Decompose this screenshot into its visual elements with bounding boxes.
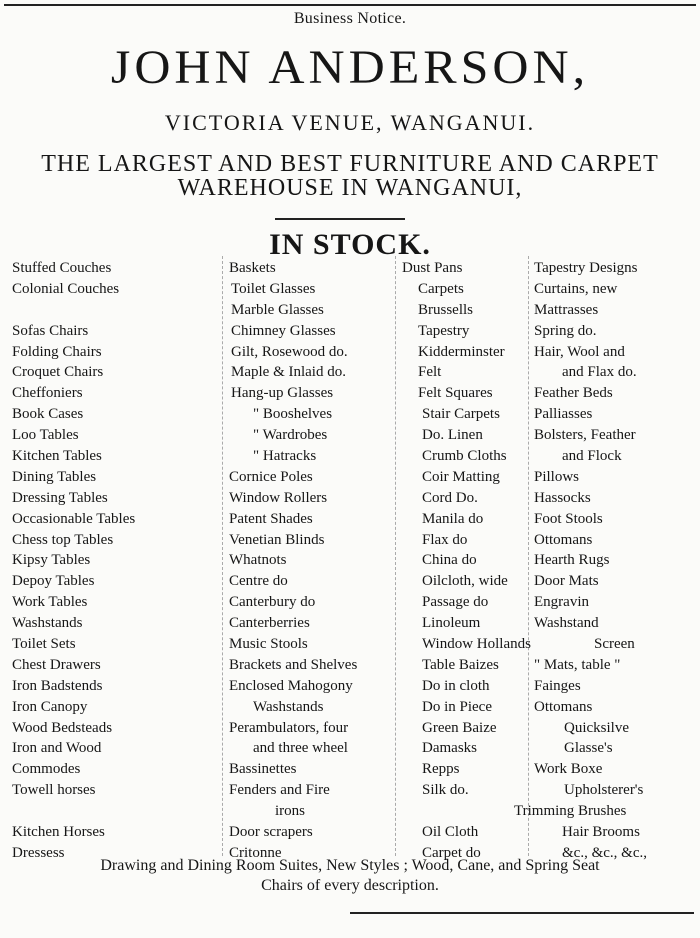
tagline-line-2: WAREHOUSE IN WANGANUI, bbox=[177, 175, 523, 201]
stock-item: Brackets and Shelves bbox=[229, 656, 358, 673]
stock-column-1 bbox=[12, 258, 135, 864]
stock-item: Palliasses bbox=[534, 406, 593, 423]
stock-item: Linoleum bbox=[422, 615, 481, 632]
stock-item: Whatnots bbox=[229, 552, 287, 569]
stock-item: Crumb Cloths bbox=[422, 448, 507, 465]
stock-item: Critonne bbox=[229, 844, 282, 861]
stock-item: Maple & Inlaid do. bbox=[231, 364, 346, 381]
stock-item: Patent Shades bbox=[229, 510, 313, 527]
stock-item: and Flock bbox=[562, 448, 622, 465]
stock-item: Spring do. bbox=[534, 322, 597, 339]
stock-item: Dressing Tables bbox=[12, 489, 108, 506]
stock-item: Trimming Brushes bbox=[514, 803, 627, 820]
bottom-rule bbox=[350, 912, 694, 914]
stock-item: Hair Brooms bbox=[562, 824, 640, 841]
stock-item: Tapestry Designs bbox=[534, 260, 638, 276]
stock-item: Marble Glasses bbox=[231, 301, 324, 318]
stock-item: Centre do bbox=[229, 573, 288, 590]
stock-item: Fenders and Fire bbox=[229, 782, 330, 799]
stock-item: Iron Canopy bbox=[12, 698, 88, 715]
stock-item: Commodes bbox=[12, 761, 81, 778]
stock-item: Music Stools bbox=[229, 636, 308, 653]
stock-item: Hassocks bbox=[534, 489, 591, 506]
stock-item: Chess top Tables bbox=[12, 531, 114, 548]
stock-item: Toilet Sets bbox=[12, 636, 76, 653]
column-divider bbox=[395, 256, 396, 856]
stock-item: Croquet Chairs bbox=[12, 364, 104, 381]
stock-column-2 bbox=[229, 258, 357, 864]
stock-item: Canterberries bbox=[229, 615, 310, 632]
stock-item: Stair Carpets bbox=[422, 406, 500, 423]
stock-item: &c., &c., &c., bbox=[562, 844, 647, 861]
stock-item: Colonial Couches bbox=[12, 280, 120, 297]
stock-item bbox=[12, 801, 135, 822]
stock-item: Occasionable Tables bbox=[12, 510, 136, 527]
stock-item: Kitchen Horses bbox=[12, 824, 105, 841]
stock-item: Iron Badstends bbox=[12, 677, 103, 694]
stock-item: Curtains, new bbox=[534, 280, 618, 297]
stock-item: Book Cases bbox=[12, 406, 84, 423]
stock-item: Felt Squares bbox=[418, 385, 493, 402]
stock-item: Flax do bbox=[422, 531, 468, 548]
stock-item: Washstands bbox=[253, 698, 324, 715]
divider-rule bbox=[275, 218, 405, 220]
stock-item: Perambulators, four bbox=[229, 719, 349, 736]
stock-item: Do in cloth bbox=[422, 677, 490, 694]
stock-item: " Wardrobes bbox=[253, 427, 328, 444]
stock-item: Work Boxe bbox=[534, 761, 603, 778]
tagline bbox=[0, 152, 700, 200]
stock-item bbox=[402, 801, 531, 822]
stock-item: Tapestry bbox=[418, 322, 470, 339]
stock-item: Hearth Rugs bbox=[534, 552, 610, 569]
stock-item: Enclosed Mahogony bbox=[229, 677, 353, 694]
stock-item: Silk do. bbox=[422, 782, 469, 799]
stock-item: Wood Bedsteads bbox=[12, 719, 113, 736]
stock-item: Canterbury do bbox=[229, 594, 316, 611]
stock-item: Cornice Poles bbox=[229, 468, 313, 485]
stock-item: Felt bbox=[418, 364, 442, 381]
stock-item: Folding Chairs bbox=[12, 343, 102, 360]
stock-item: irons bbox=[275, 803, 305, 820]
stock-item: Baskets bbox=[229, 260, 276, 276]
stock-item: Washstands bbox=[12, 615, 83, 632]
stock-item: Bolsters, Feather bbox=[534, 427, 636, 444]
stock-item: Do in Piece bbox=[422, 698, 492, 715]
stock-item: Window Rollers bbox=[229, 489, 328, 506]
stock-item: Fainges bbox=[534, 677, 581, 694]
stock-item: Kipsy Tables bbox=[12, 552, 91, 569]
stock-item: Do. Linen bbox=[422, 427, 483, 444]
stock-item: Pillows bbox=[534, 468, 580, 485]
stock-item: Washstand bbox=[534, 615, 599, 632]
stock-item: " Booshelves bbox=[253, 406, 333, 423]
tagline-line-1: THE LARGEST AND BEST FURNITURE AND CARPET bbox=[41, 151, 659, 177]
stock-item: Coir Matting bbox=[422, 468, 500, 485]
stock-item: Door scrapers bbox=[229, 824, 313, 841]
stock-item: Carpets bbox=[418, 280, 464, 297]
stock-item: Mattrasses bbox=[534, 301, 599, 318]
stock-item: Brussells bbox=[418, 301, 474, 318]
stock-item bbox=[12, 300, 135, 321]
stock-item: Chimney Glasses bbox=[231, 322, 336, 339]
stock-item: Sofas Chairs bbox=[12, 322, 89, 339]
stock-item: Iron and Wood bbox=[12, 740, 102, 757]
stock-item: Gilt, Rosewood do. bbox=[231, 343, 348, 360]
stock-item: Window Hollands bbox=[422, 636, 531, 653]
stock-item: Towell horses bbox=[12, 782, 96, 799]
stock-item: Ottomans bbox=[534, 698, 593, 715]
stock-item: Oilcloth, wide bbox=[422, 573, 508, 590]
stock-heading: IN STOCK. bbox=[269, 228, 431, 261]
stock-item: Engravin bbox=[534, 594, 589, 611]
stock-item: Kitchen Tables bbox=[12, 448, 102, 465]
stock-item: Hang-up Glasses bbox=[231, 385, 334, 402]
stock-item: Toilet Glasses bbox=[231, 280, 316, 297]
stock-item: Loo Tables bbox=[12, 427, 79, 444]
stock-item: Oil Cloth bbox=[422, 824, 479, 841]
stock-item: Bassinettes bbox=[229, 761, 297, 778]
stock-item: Repps bbox=[422, 761, 460, 778]
stock-item: Kidderminster bbox=[418, 343, 505, 360]
stock-item: Table Baizes bbox=[422, 656, 499, 673]
stock-item: Green Baize bbox=[422, 719, 497, 736]
stock-item: " Hatracks bbox=[253, 448, 317, 465]
footer-line-1: Drawing and Dining Room Suites, New Styles ; Wood, Cane, and Spring Seat bbox=[100, 857, 600, 874]
stock-item: Damasks bbox=[422, 740, 477, 757]
footer-note bbox=[0, 856, 700, 896]
merchant-name: JOHN ANDERSON, bbox=[110, 40, 590, 94]
stock-item: Carpet do bbox=[422, 844, 481, 861]
stock-item: Foot Stools bbox=[534, 510, 603, 527]
stock-item: Chest Drawers bbox=[12, 656, 101, 673]
stock-column-4 bbox=[514, 258, 647, 864]
stock-item: China do bbox=[422, 552, 477, 569]
stock-item: Screen bbox=[594, 636, 635, 653]
stock-item: Work Tables bbox=[12, 594, 88, 611]
stock-item: Depoy Tables bbox=[12, 573, 95, 590]
footer-line-2: Chairs of every description. bbox=[261, 877, 439, 894]
stock-item: " Mats, table " bbox=[534, 656, 621, 673]
stock-item: Hair, Wool and bbox=[534, 343, 625, 360]
stock-item: Passage do bbox=[422, 594, 489, 611]
stock-item: Dining Tables bbox=[12, 468, 97, 485]
stock-item: Feather Beds bbox=[534, 385, 613, 402]
stock-column-3 bbox=[402, 258, 531, 864]
stock-item: and Flax do. bbox=[562, 364, 637, 381]
stock-item: Dressess bbox=[12, 844, 65, 861]
stock-item: Venetian Blinds bbox=[229, 531, 325, 548]
stock-item: Cord Do. bbox=[422, 489, 478, 506]
stock-item: Door Mats bbox=[534, 573, 599, 590]
notice-heading: Business Notice. bbox=[293, 10, 407, 27]
stock-item: Manila do bbox=[422, 510, 484, 527]
stock-item: Ottomans bbox=[534, 531, 593, 548]
stock-item: Cheffoniers bbox=[12, 385, 83, 402]
stock-item: Glasse's bbox=[564, 740, 613, 757]
stock-item: and three wheel bbox=[253, 740, 348, 757]
stock-item: Quicksilve bbox=[564, 719, 629, 736]
stock-item: Stuffed Couches bbox=[12, 260, 112, 276]
merchant-address: VICTORIA VENUE, WANGANUI. bbox=[164, 110, 536, 135]
stock-item: Upholsterer's bbox=[564, 782, 644, 799]
column-divider bbox=[222, 256, 223, 856]
stock-item: Dust Pans bbox=[402, 260, 463, 276]
top-rule bbox=[4, 4, 696, 6]
